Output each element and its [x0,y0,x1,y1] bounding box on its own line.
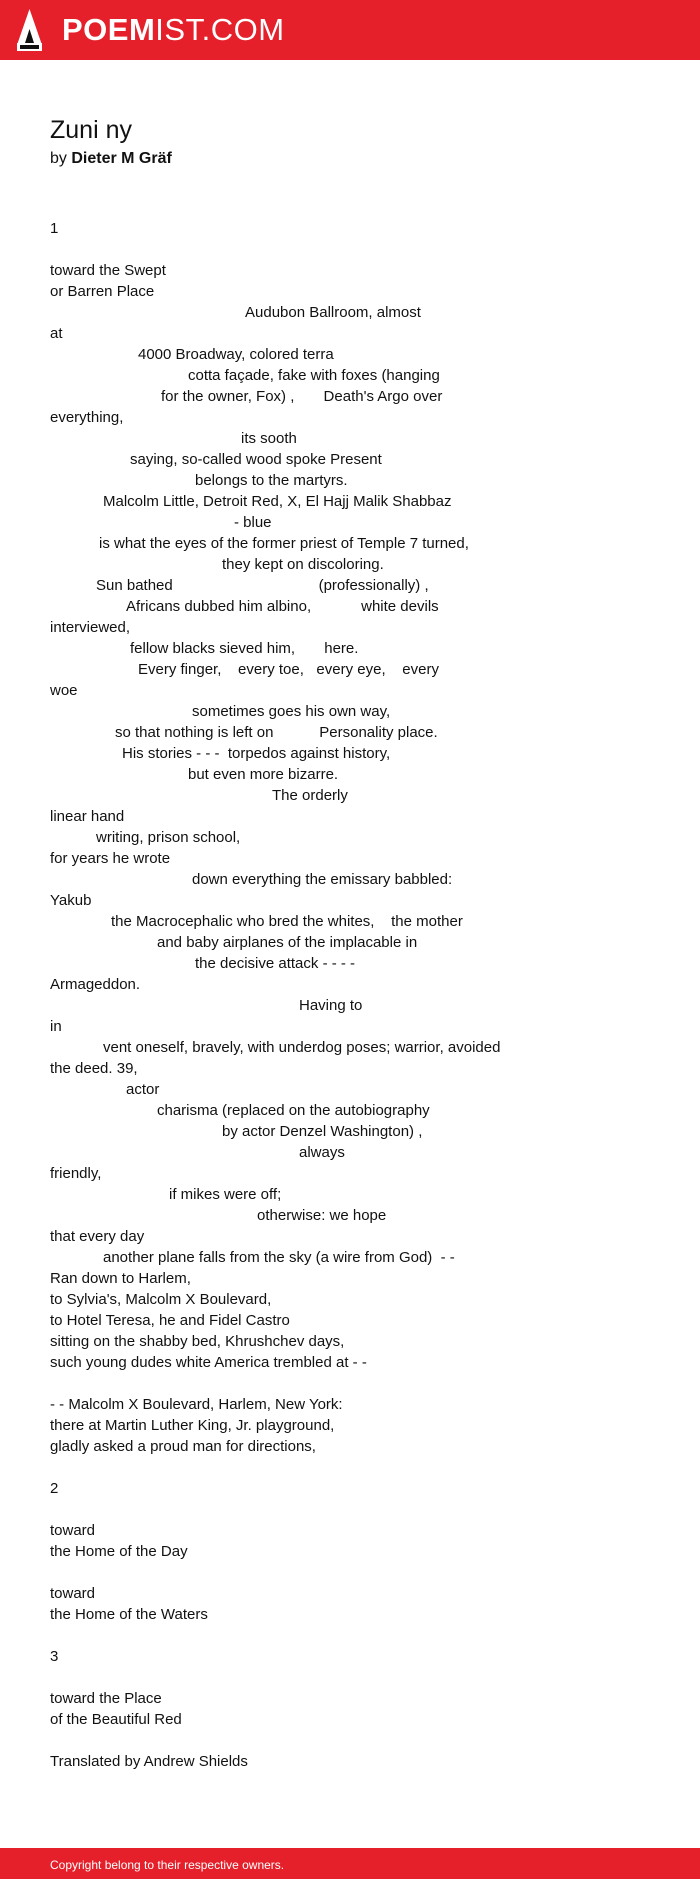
poem-line: such young dudes white America trembled at - - [50,1354,367,1371]
poem-line: otherwise: we hope [257,1207,387,1224]
poem-line: toward [50,1585,96,1602]
poem-line: or Barren Place [50,283,155,300]
poem-line: Africans dubbed him albino, white devils [126,598,439,615]
poem-line: everything, [50,409,124,426]
poem-line: linear hand [50,808,125,825]
poem-line: there at Martin Luther King, Jr. playground, [50,1417,335,1434]
poem-line: that every day [50,1228,145,1245]
poem-line: toward the Swept [50,262,166,279]
logo-bold-text: POEM [62,12,156,47]
poem-line: 3 [50,1648,59,1665]
poem-line: in [50,1018,62,1035]
poem-line: saying, so-called wood spoke Present [130,451,382,468]
poem-line: the decisive attack - - - - [195,955,356,972]
poem-line: the Macrocephalic who bred the whites, the mother [111,913,463,930]
poem-title: Zuni ny [50,116,132,144]
poem-line: charisma (replaced on the autobiography [157,1102,430,1119]
by-label: by [50,150,67,167]
poem-line: gladly asked a proud man for directions, [50,1438,316,1455]
poem-line: if mikes were off; [169,1186,282,1203]
poem-line: the deed. 39, [50,1060,138,1077]
poem-line: to Sylvia's, Malcolm X Boulevard, [50,1291,272,1308]
poem-line: toward the Place [50,1690,162,1707]
poem-line: always [299,1144,345,1161]
poem-line: toward [50,1522,96,1539]
poem-line: at [50,325,63,342]
poem-line: friendly, [50,1165,102,1182]
poem-line: to Hotel Teresa, he and Fidel Castro [50,1312,290,1329]
poem-line: sometimes goes his own way, [192,703,391,720]
poem-line: its sooth [241,430,297,447]
poem-line: - blue [234,514,272,531]
poem-line: interviewed, [50,619,131,636]
poem-line: Sun bathed (professionally) , [96,577,429,594]
poem-line: the Home of the Day [50,1543,188,1560]
poem-line: and baby airplanes of the implacable in [157,934,418,951]
poem-line: His stories - - - torpedos against history, [122,745,391,762]
poem-line: for the owner, Fox) , Death's Argo over [161,388,443,405]
poem-line: of the Beautiful Red [50,1711,182,1728]
poem-line: is what the eyes of the former priest of Temple 7 turned, [99,535,469,552]
translator-credit: Translated by Andrew Shields [50,1753,248,1770]
poem-line: - - Malcolm X Boulevard, Harlem, New York: [50,1396,343,1413]
site-footer [0,1848,700,1879]
poem-line: belongs to the martyrs. [195,472,348,489]
poem-line: writing, prison school, [96,829,241,846]
poem-line: The orderly [272,787,348,804]
poem-line: vent oneself, bravely, with underdog poses; warrior, avoided [103,1039,501,1056]
poem-line: Audubon Ballroom, almost [245,304,421,321]
poem-line: woe [50,682,78,699]
poem-line: sitting on the shabby bed, Khrushchev days, [50,1333,345,1350]
poem-line: the Home of the Waters [50,1606,208,1623]
poem-line: they kept on discoloring. [222,556,384,573]
poem-line: 4000 Broadway, colored terra [138,346,334,363]
poem-line: but even more bizarre. [188,766,339,783]
poem-line: Having to [299,997,363,1014]
poem-line: so that nothing is left on Personality place. [115,724,438,741]
poem-line: 2 [50,1480,59,1497]
poem-line: Malcolm Little, Detroit Red, X, El Hajj Malik Shabbaz [103,493,452,510]
poem-line: cotta façade, fake with foxes (hanging [188,367,440,384]
poem-line: Ran down to Harlem, [50,1270,191,1287]
poem-line: by actor Denzel Washington) , [222,1123,423,1140]
poem-line: 1 [50,220,59,237]
poem-line: another plane falls from the sky (a wire from God) - - [103,1249,455,1266]
poem-line: Armageddon. [50,976,141,993]
poem-line: for years he wrote [50,850,171,867]
author-name[interactable]: Dieter M Gräf [71,150,172,167]
poem-line: Every finger, every toe, every eye, every [138,661,439,678]
poem-line: actor [126,1081,160,1098]
poem-line: down everything the emissary babbled: [192,871,453,888]
logo-light-text: IST.COM [155,12,285,47]
poem-line: Yakub [50,892,92,909]
poem-line: fellow blacks sieved him, here. [130,640,359,657]
copyright-notice: Copyright belong to their respective owners. [50,1858,285,1872]
